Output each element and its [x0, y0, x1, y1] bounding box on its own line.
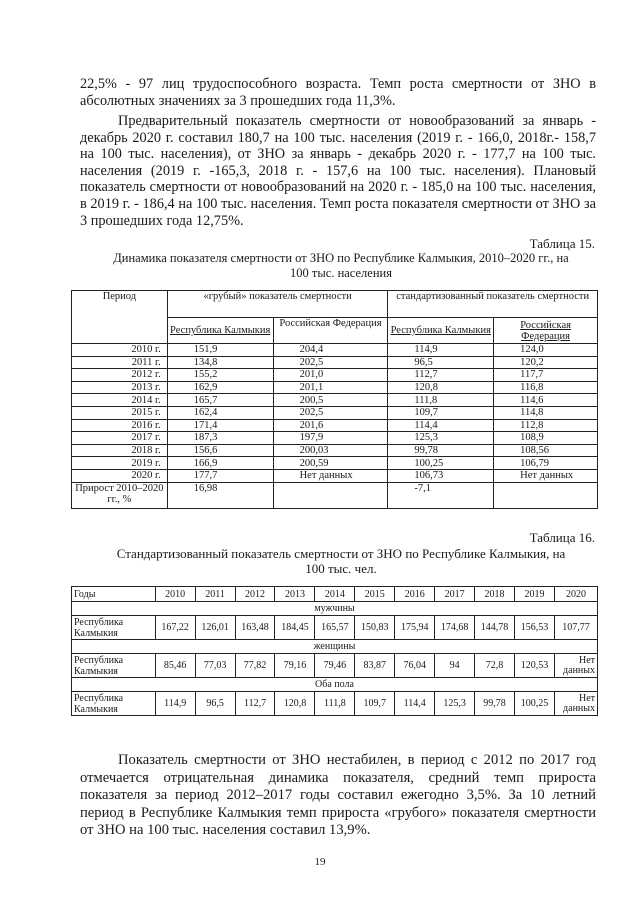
year-header: 2013 [275, 587, 315, 602]
value-cell: 76,04 [395, 654, 435, 678]
std-rk-cell: 111,8 [388, 394, 494, 407]
value-cell: 77,03 [195, 654, 235, 678]
table15 [71, 290, 598, 509]
crude-rk-cell: 171,4 [167, 419, 273, 432]
table15-row [72, 432, 598, 445]
region-label: Республика Калмыкия [72, 654, 156, 678]
crude-rk-cell: 162,9 [167, 381, 273, 394]
table15-row [72, 457, 598, 470]
crude-rk-cell: 16,98 [167, 482, 273, 508]
std-rk-cell: 120,8 [388, 381, 494, 394]
year-header: 2017 [435, 587, 475, 602]
value-cell: 125,3 [435, 692, 475, 716]
table15-row [72, 482, 598, 508]
std-rf-cell: Нет данных [494, 469, 598, 482]
header-rk-std [388, 318, 494, 344]
std-rf-cell: 114,8 [494, 406, 598, 419]
std-rf-cell: 106,79 [494, 457, 598, 470]
period-cell: 2014 г. [72, 394, 168, 407]
period-cell: 2013 г. [72, 381, 168, 394]
crude-rf-cell: 201,1 [273, 381, 388, 394]
header-rf-std [494, 318, 598, 344]
value-cell: 94 [435, 654, 475, 678]
std-rf-cell [494, 482, 598, 508]
value-cell: 77,82 [235, 654, 275, 678]
crude-rf-cell: 204,4 [273, 344, 388, 357]
crude-rk-cell: 151,9 [167, 344, 273, 357]
table15-row [72, 394, 598, 407]
table15-row [72, 469, 598, 482]
crude-rf-cell: 202,5 [273, 356, 388, 369]
values-row [72, 692, 598, 716]
crude-rk-cell: 187,3 [167, 432, 273, 445]
table15-label: Таблица 15. [529, 236, 595, 251]
year-header: 2016 [395, 587, 435, 602]
page-number: 19 [314, 856, 326, 868]
value-cell: 120,53 [515, 654, 555, 678]
value-cell: 175,94 [395, 616, 435, 640]
value-cell: 72,8 [475, 654, 515, 678]
crude-rf-cell: 200,5 [273, 394, 388, 407]
value-cell: 79,46 [315, 654, 355, 678]
header-rk-crude [167, 318, 273, 344]
std-rf-cell: 108,56 [494, 444, 598, 457]
crude-rk-cell: 162,4 [167, 406, 273, 419]
table15-row [72, 444, 598, 457]
crude-rk-cell: 156,6 [167, 444, 273, 457]
crude-rf-cell: 202,5 [273, 406, 388, 419]
std-rk-cell: 106,73 [388, 469, 494, 482]
value-cell: 85,46 [155, 654, 195, 678]
period-cell: 2010 г. [72, 344, 168, 357]
std-rk-cell: 109,7 [388, 406, 494, 419]
std-rk-cell: 114,9 [388, 344, 494, 357]
year-header: 2019 [515, 587, 555, 602]
value-cell: 165,57 [315, 616, 355, 640]
table15-row [72, 406, 598, 419]
section-row [72, 602, 598, 616]
std-rk-cell: 114,4 [388, 419, 494, 432]
period-cell: Прирост 2010–2020 гг., % [72, 482, 168, 508]
year-header: 2020 [554, 587, 597, 602]
crude-rk-cell: 166,9 [167, 457, 273, 470]
year-header: 2010 [155, 587, 195, 602]
period-cell: 2019 г. [72, 457, 168, 470]
section-name: мужчины [72, 602, 598, 616]
std-rk-cell: 100,25 [388, 457, 494, 470]
period-cell: 2020 г. [72, 469, 168, 482]
year-header: 2015 [355, 587, 395, 602]
table16-header-row [72, 587, 598, 602]
value-cell: 79,16 [275, 654, 315, 678]
year-header: 2012 [235, 587, 275, 602]
value-cell: 109,7 [355, 692, 395, 716]
value-cell: 126,01 [195, 616, 235, 640]
crude-rf-cell [273, 482, 388, 508]
crude-rf-cell: 201,6 [273, 419, 388, 432]
crude-rf-cell: 201,0 [273, 369, 388, 382]
value-cell: 184,45 [275, 616, 315, 640]
value-cell: 114,4 [395, 692, 435, 716]
value-cell: 83,87 [355, 654, 395, 678]
std-rk-cell: 125,3 [388, 432, 494, 445]
paragraph-conclusion: Показатель смертности от ЗНО нестабилен, в период с 2012 по 2017 год отмечается отрицательная динамика показателя, средний темп прироста показателя за период 2012–2017 годы составил ежегодно 3,5%. За 10 летний период в Республике Калмыкия темп прироста «грубого» показателя смертности от ЗНО на 100 тыс. населения составил 13,9%. [80, 752, 596, 838]
values-row [72, 654, 598, 678]
values-row [72, 616, 598, 640]
std-rk-cell: 99,78 [388, 444, 494, 457]
std-rf-cell: 124,0 [494, 344, 598, 357]
std-rf-cell: 120,2 [494, 356, 598, 369]
table15-row [72, 381, 598, 394]
header-rf-crude: Российская Федерация [273, 318, 388, 344]
value-cell: 156,53 [515, 616, 555, 640]
header-rf-std-text: Российская Федерация [520, 319, 571, 342]
header-rk-std-text: Республика Калмыкия [390, 325, 491, 336]
header-standardized: стандартизованный показатель смертности [388, 291, 598, 318]
region-label: Республика Калмыкия [72, 692, 156, 716]
period-cell: 2017 г. [72, 432, 168, 445]
table15-row [72, 344, 598, 357]
value-cell: 111,8 [315, 692, 355, 716]
year-header: 2018 [475, 587, 515, 602]
value-cell: 96,5 [195, 692, 235, 716]
paragraph-mortality: Предварительный показатель смертности от новообразований за январь - декабрь 2020 г. составил 180,7 на 100 тыс. населения (2019 г. - 166,0, 2018г.- 158,7 на 100 тыс. населения), от ЗНО за январь - декабрь 2020 г. - 177,7 на 100 тыс. населения (2019 г. -165,3, 2018 г. - 157,6 на 100 тыс. населения). Плановый показатель смертности от новообразований на 2020 г. - 185,0 на 100 тыс. населения, в 2019 г. - 186,4 на 100 тыс. населения. Темп роста показателя смертности от ЗНО за 3 прошедших года 12,75%. [80, 113, 596, 229]
std-rk-cell: 96,5 [388, 356, 494, 369]
crude-rf-cell: Нет данных [273, 469, 388, 482]
value-cell: 107,77 [554, 616, 597, 640]
table16-title: Стандартизованный показатель смертности от ЗНО по Республике Калмыкия, на 100 тыс. чел. [116, 546, 566, 576]
crude-rk-cell: 155,2 [167, 369, 273, 382]
std-rk-cell: 112,7 [388, 369, 494, 382]
std-rf-cell: 112,8 [494, 419, 598, 432]
crude-rk-cell: 165,7 [167, 394, 273, 407]
period-cell: 2018 г. [72, 444, 168, 457]
region-label: Республика Калмыкия [72, 616, 156, 640]
crude-rf-cell: 200,59 [273, 457, 388, 470]
section-name: женщины [72, 640, 598, 654]
header-period: Период [72, 291, 168, 344]
value-cell: 167,22 [155, 616, 195, 640]
section-name: Оба пола [72, 678, 598, 692]
value-cell: 120,8 [275, 692, 315, 716]
std-rf-cell: 117,7 [494, 369, 598, 382]
value-cell: 114,9 [155, 692, 195, 716]
table15-title: Динамика показателя смертности от ЗНО по Республике Калмыкия, 2010–2020 гг., на 100 тыс. населения [113, 251, 569, 280]
crude-rf-cell: 200,03 [273, 444, 388, 457]
crude-rk-cell: 177,7 [167, 469, 273, 482]
value-cell: 163,48 [235, 616, 275, 640]
value-cell: Нет данных [554, 692, 597, 716]
period-cell: 2011 г. [72, 356, 168, 369]
value-cell: 112,7 [235, 692, 275, 716]
crude-rf-cell: 197,9 [273, 432, 388, 445]
std-rf-cell: 116,8 [494, 381, 598, 394]
paragraph-intro: 22,5% - 97 лиц трудоспособного возраста. Темп роста смертности от ЗНО в абсолютных значениях за 3 прошедших года 11,3%. [80, 76, 596, 109]
year-header: 2014 [315, 587, 355, 602]
table15-row [72, 369, 598, 382]
value-cell: Нет данных [554, 654, 597, 678]
value-cell: 150,83 [355, 616, 395, 640]
section-row [72, 678, 598, 692]
table16-label: Таблица 16. [529, 530, 595, 545]
crude-rk-cell: 134,8 [167, 356, 273, 369]
table16 [71, 586, 598, 716]
year-header: 2011 [195, 587, 235, 602]
years-label: Годы [72, 587, 156, 602]
value-cell: 99,78 [475, 692, 515, 716]
table15-row [72, 356, 598, 369]
std-rk-cell: -7,1 [388, 482, 494, 508]
period-cell: 2012 г. [72, 369, 168, 382]
value-cell: 174,68 [435, 616, 475, 640]
value-cell: 100,25 [515, 692, 555, 716]
period-cell: 2015 г. [72, 406, 168, 419]
table15-row [72, 419, 598, 432]
std-rf-cell: 114,6 [494, 394, 598, 407]
period-cell: 2016 г. [72, 419, 168, 432]
header-crude: «грубый» показатель смертности [167, 291, 388, 318]
value-cell: 144,78 [475, 616, 515, 640]
section-row [72, 640, 598, 654]
header-rk-crude-text: Республика Калмыкия [170, 325, 271, 336]
std-rf-cell: 108,9 [494, 432, 598, 445]
